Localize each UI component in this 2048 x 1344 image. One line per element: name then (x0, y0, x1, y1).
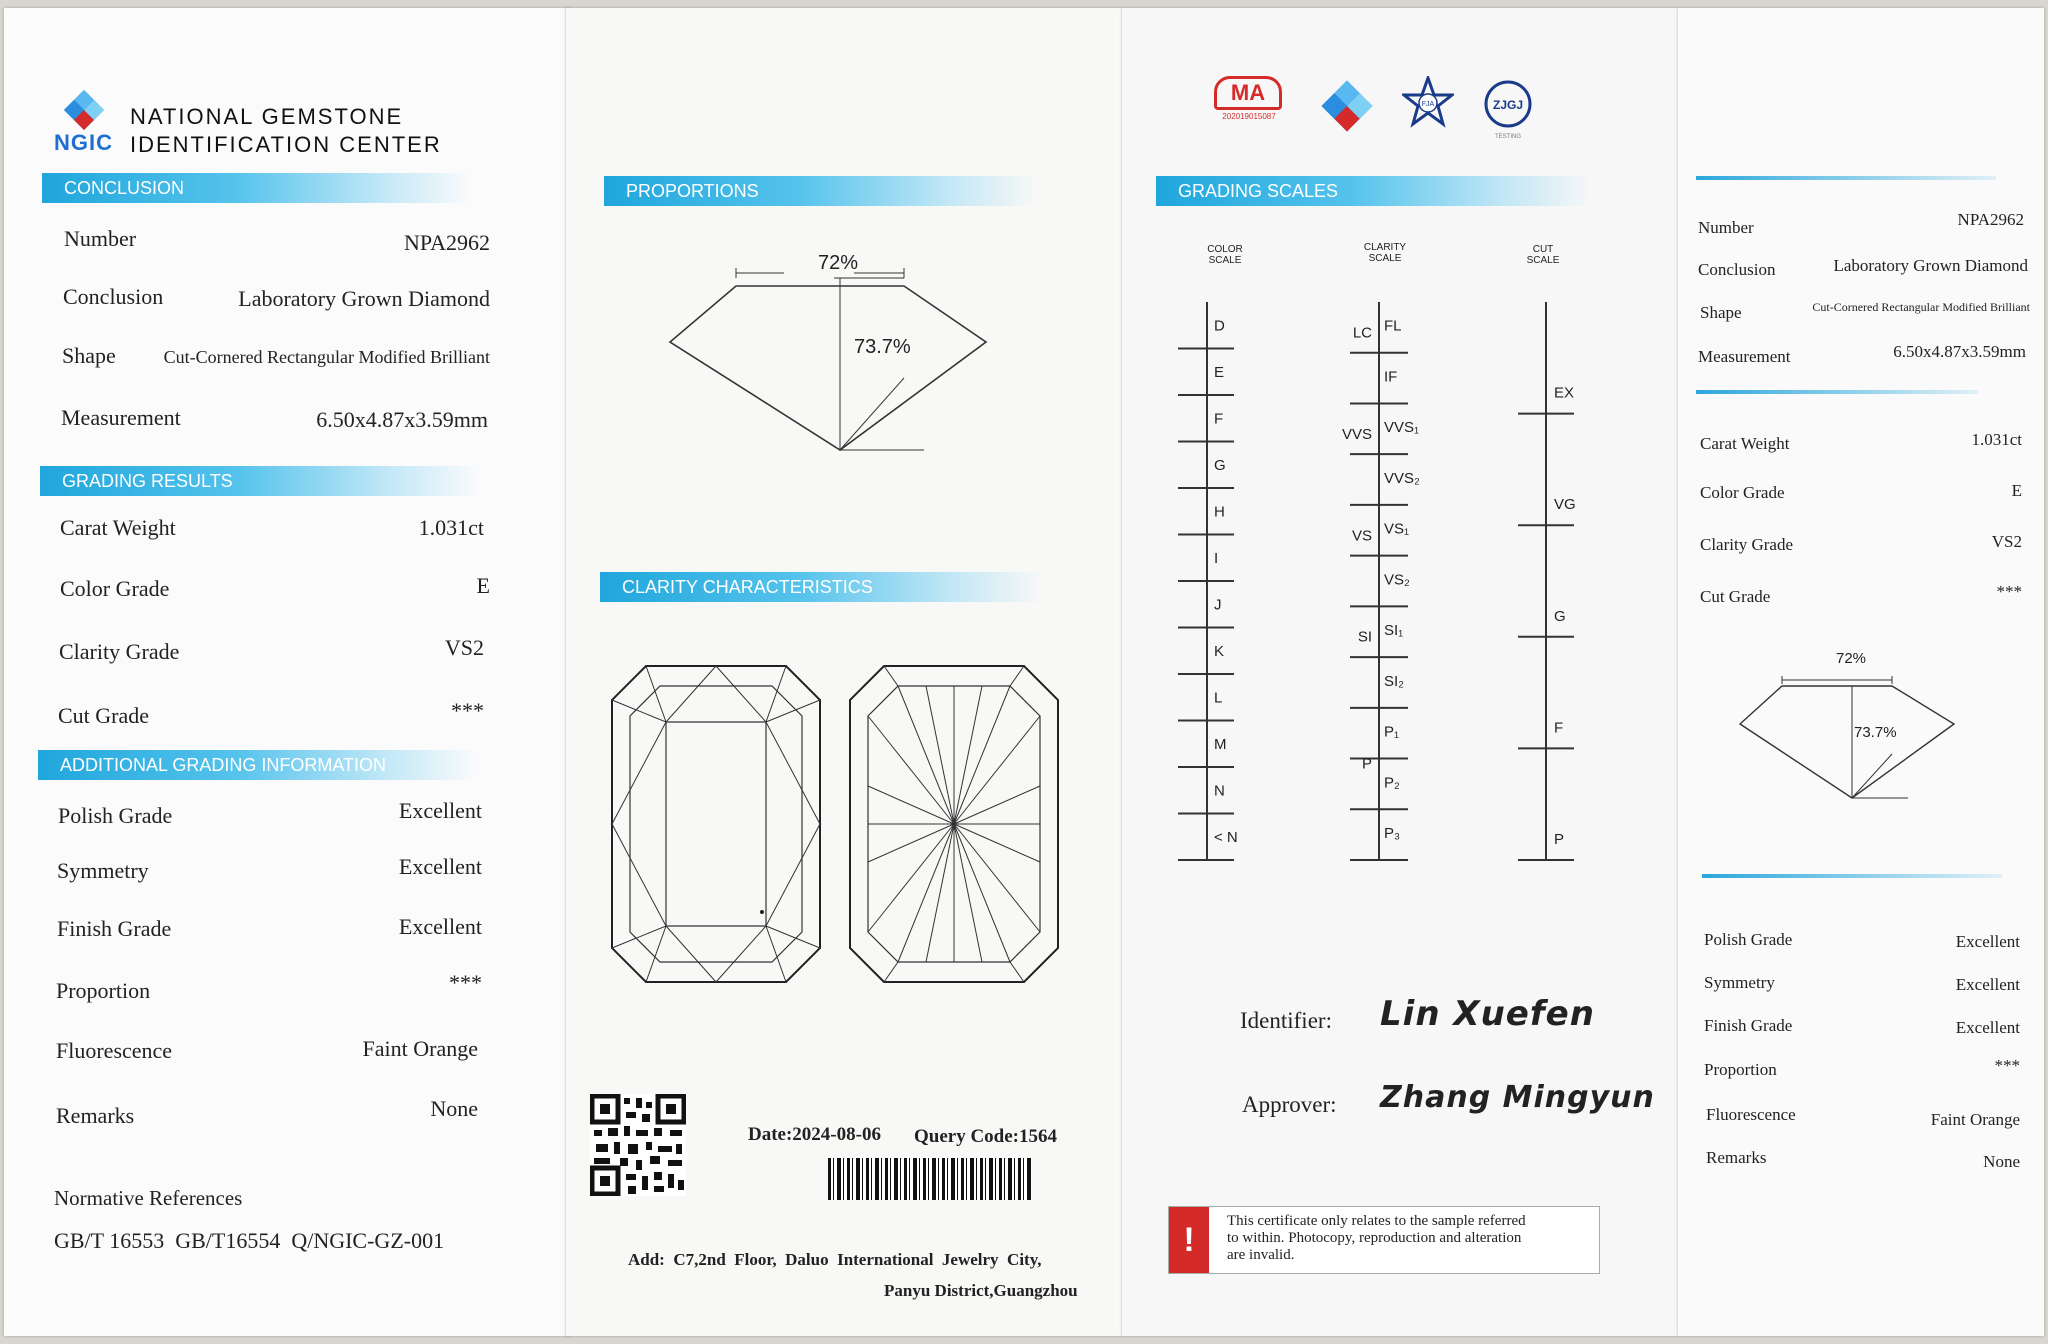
summary-fluorescence-label: Fluorescence (1706, 1105, 1796, 1124)
section-additional-info: ADDITIONAL GRADING INFORMATION (38, 750, 478, 780)
clarity-group-label: SI (1357, 628, 1372, 646)
approver-label: Approver: (1242, 1092, 1337, 1117)
summary-number-value: NPA2962 (1957, 210, 2024, 229)
section-proportions: PROPORTIONS (604, 176, 1036, 206)
depth-percent: 73.7% (854, 336, 911, 358)
cut-scale-label: P (1554, 831, 1565, 848)
cut-scale-title: CUT SCALE (1526, 244, 1560, 266)
summary-measurement-value: 6.50x4.87x3.59mm (1893, 342, 2026, 361)
clarity-scale-label: SI₁ (1384, 622, 1404, 640)
color-scale-label: H (1214, 503, 1225, 521)
table-percent: 72% (818, 252, 859, 274)
conclusion-value: Laboratory Grown Diamond (238, 286, 490, 311)
color-scale-label: E (1214, 364, 1225, 381)
fja-text: FJA (1421, 101, 1435, 108)
clarity-grade-value: VS2 (444, 635, 484, 660)
summary-conclusion-label: Conclusion (1698, 260, 1776, 279)
color-scale-label: M (1214, 736, 1227, 753)
summary-clarity-label: Clarity Grade (1700, 535, 1793, 554)
divider (1696, 390, 1978, 394)
clarity-scale-label: VS₂ (1384, 571, 1410, 589)
approver-signature: Zhang Mingyun (1380, 1080, 1655, 1115)
summary-polish-label: Polish Grade (1704, 930, 1793, 949)
shape-value: Cut-Cornered Rectangular Modified Brilliant (163, 347, 490, 367)
remarks-label: Remarks (56, 1103, 135, 1128)
clarity-group-label: LC (1352, 324, 1372, 342)
summary-fluorescence-value: Faint Orange (1930, 1110, 2020, 1129)
normative-references-values: GB/T 16553 GB/T16554 Q/NGIC-GZ-001 (54, 1228, 445, 1253)
warning-icon: ! (1169, 1207, 1209, 1273)
clarity-scale-label: VVS₁ (1384, 419, 1420, 437)
ngic-diamond-logo-icon (1318, 78, 1376, 134)
summary-proportion-value: *** (1994, 1056, 2020, 1075)
clarity-scale-label: P₂ (1384, 774, 1400, 792)
conclusion-label: Conclusion (63, 284, 164, 309)
clarity-scale-label: P₃ (1384, 825, 1401, 842)
section-grading-scales: GRADING SCALES (1156, 176, 1592, 206)
symmetry-value: Excellent (398, 854, 482, 879)
notice-box (1168, 1206, 1600, 1274)
carat-label: Carat Weight (60, 515, 176, 540)
finish-label: Finish Grade (57, 916, 172, 941)
qr-code-icon[interactable] (590, 1094, 686, 1196)
grading-scales-chart (1122, 288, 1678, 878)
summary-symmetry-value: Excellent (1955, 975, 2020, 994)
remarks-value: None (430, 1096, 478, 1121)
panel-summary (1678, 8, 2044, 1336)
clarity-group-label: VVS (1341, 425, 1372, 443)
measurement-label: Measurement (61, 405, 181, 430)
color-scale-label: J (1214, 596, 1222, 614)
summary-cut-value: *** (1996, 582, 2022, 601)
summary-color-value: E (2011, 481, 2022, 500)
proportion-value: *** (449, 970, 482, 995)
clarity-group-label: P (1361, 755, 1372, 773)
summary-depth-percent: 73.7% (1854, 724, 1897, 741)
summary-carat-label: Carat Weight (1700, 434, 1790, 453)
summary-polish-value: Excellent (1955, 932, 2020, 951)
finish-value: Excellent (398, 914, 482, 939)
cut-scale-label: F (1554, 719, 1564, 737)
summary-table-percent: 72% (1836, 650, 1867, 667)
cut-scale-label: EX (1554, 384, 1575, 402)
svg-text:ZJGJ: ZJGJ (1492, 98, 1524, 112)
summary-proportion-diagram (1738, 666, 1958, 802)
clarity-scale-title: CLARITY SCALE (1363, 242, 1407, 264)
cut-scale-label: G (1554, 607, 1566, 625)
color-scale-title: COLOR SCALE (1207, 244, 1243, 266)
clarity-scale-label: SI₂ (1384, 672, 1404, 690)
measurement-value: 6.50x4.87x3.59mm (316, 407, 488, 432)
panel-grading-scales (1122, 8, 1678, 1336)
zjgj-logo-icon (1480, 80, 1536, 140)
fluorescence-label: Fluorescence (56, 1038, 173, 1063)
color-scale-label: L (1214, 689, 1223, 707)
summary-measurement-label: Measurement (1698, 347, 1791, 366)
polish-label: Polish Grade (58, 803, 173, 828)
color-grade-label: Color Grade (60, 576, 170, 601)
ngic-diamond-logo-icon (62, 88, 106, 132)
clarity-scale-label: VVS₂ (1384, 469, 1420, 487)
panel-conclusion (4, 8, 570, 1336)
summary-shape-label: Shape (1700, 303, 1742, 322)
summary-proportion-label: Proportion (1704, 1060, 1777, 1079)
section-clarity-characteristics: CLARITY CHARACTERISTICS (600, 572, 1042, 602)
clarity-scale-label: VS₁ (1384, 520, 1410, 538)
color-scale-label: < N (1214, 829, 1238, 846)
summary-remarks-value: None (1983, 1152, 2020, 1171)
color-grade-value: E (476, 573, 490, 598)
org-title-line2: IDENTIFICATION CENTER (130, 132, 442, 157)
cma-logo-icon: MA 202019015087 (1214, 76, 1284, 128)
report-date: Date:2024-08-06 (748, 1124, 881, 1145)
cma-code: 202019015087 (1222, 112, 1276, 121)
shape-label: Shape (62, 343, 116, 368)
clarity-grade-label: Clarity Grade (59, 639, 180, 664)
cut-grade-value: *** (451, 698, 484, 723)
number-value: NPA2962 (404, 230, 490, 255)
divider (1696, 176, 1996, 180)
panel-proportions (566, 8, 1122, 1336)
pavilion-plot-diagram (844, 656, 1064, 992)
color-scale-label: I (1214, 550, 1219, 567)
divider (1702, 874, 2002, 878)
notice-text: This certificate only relates to the sample referred to within. Photocopy, reproduction and alteration are invalid. (1227, 1213, 1526, 1263)
summary-color-label: Color Grade (1700, 483, 1785, 502)
summary-conclusion-value: Laboratory Grown Diamond (1833, 256, 2028, 275)
crown-plot-diagram (606, 656, 826, 992)
fja-star-logo-icon (1402, 76, 1454, 128)
summary-number-label: Number (1698, 218, 1754, 237)
color-scale-label: K (1214, 643, 1225, 660)
cut-scale-label: VG (1554, 496, 1576, 514)
summary-remarks-label: Remarks (1706, 1148, 1767, 1167)
color-scale-label: F (1214, 410, 1224, 428)
org-title-line1: NATIONAL GEMSTONE (130, 104, 404, 129)
clarity-scale-label: IF (1384, 368, 1398, 386)
summary-symmetry-label: Symmetry (1704, 973, 1775, 992)
summary-clarity-value: VS2 (1991, 532, 2022, 551)
clarity-group-label: VS (1351, 527, 1372, 545)
color-scale-label: G (1214, 457, 1226, 474)
color-scale-label: D (1214, 317, 1225, 335)
summary-shape-value: Cut-Cornered Rectangular Modified Brilliant (1812, 300, 2030, 314)
symmetry-label: Symmetry (57, 858, 149, 883)
carat-value: 1.031ct (418, 515, 484, 540)
svg-text:TESTING: TESTING (1494, 134, 1522, 140)
brand-abbrev: NGIC (54, 130, 113, 155)
summary-cut-label: Cut Grade (1700, 587, 1771, 606)
identifier-signature: Lin Xuefen (1380, 994, 1595, 1034)
summary-finish-label: Finish Grade (1704, 1016, 1793, 1035)
section-conclusion: CONCLUSION (42, 173, 472, 203)
fluorescence-value: Faint Orange (362, 1036, 478, 1061)
section-grading-results: GRADING RESULTS (40, 466, 480, 496)
clarity-scale-label: P₁ (1384, 723, 1400, 741)
normative-references-label: Normative References (54, 1186, 243, 1210)
proportion-label: Proportion (56, 978, 151, 1003)
clarity-scale-label: FL (1384, 317, 1402, 335)
polish-value: Excellent (398, 798, 482, 823)
identifier-label: Identifier: (1240, 1008, 1332, 1033)
color-scale-label: N (1214, 782, 1225, 800)
barcode (828, 1158, 1032, 1200)
summary-carat-value: 1.031ct (1971, 430, 2022, 449)
number-label: Number (64, 226, 137, 251)
query-code: Query Code:1564 (914, 1126, 1058, 1147)
address-line1: Add: C7,2nd Floor, Daluo International Jewelry City, (628, 1250, 1042, 1269)
summary-finish-value: Excellent (1955, 1018, 2020, 1037)
proportion-diagram (666, 244, 1006, 454)
address-line2: Panyu District,Guangzhou (884, 1281, 1078, 1300)
cut-grade-label: Cut Grade (58, 703, 150, 728)
